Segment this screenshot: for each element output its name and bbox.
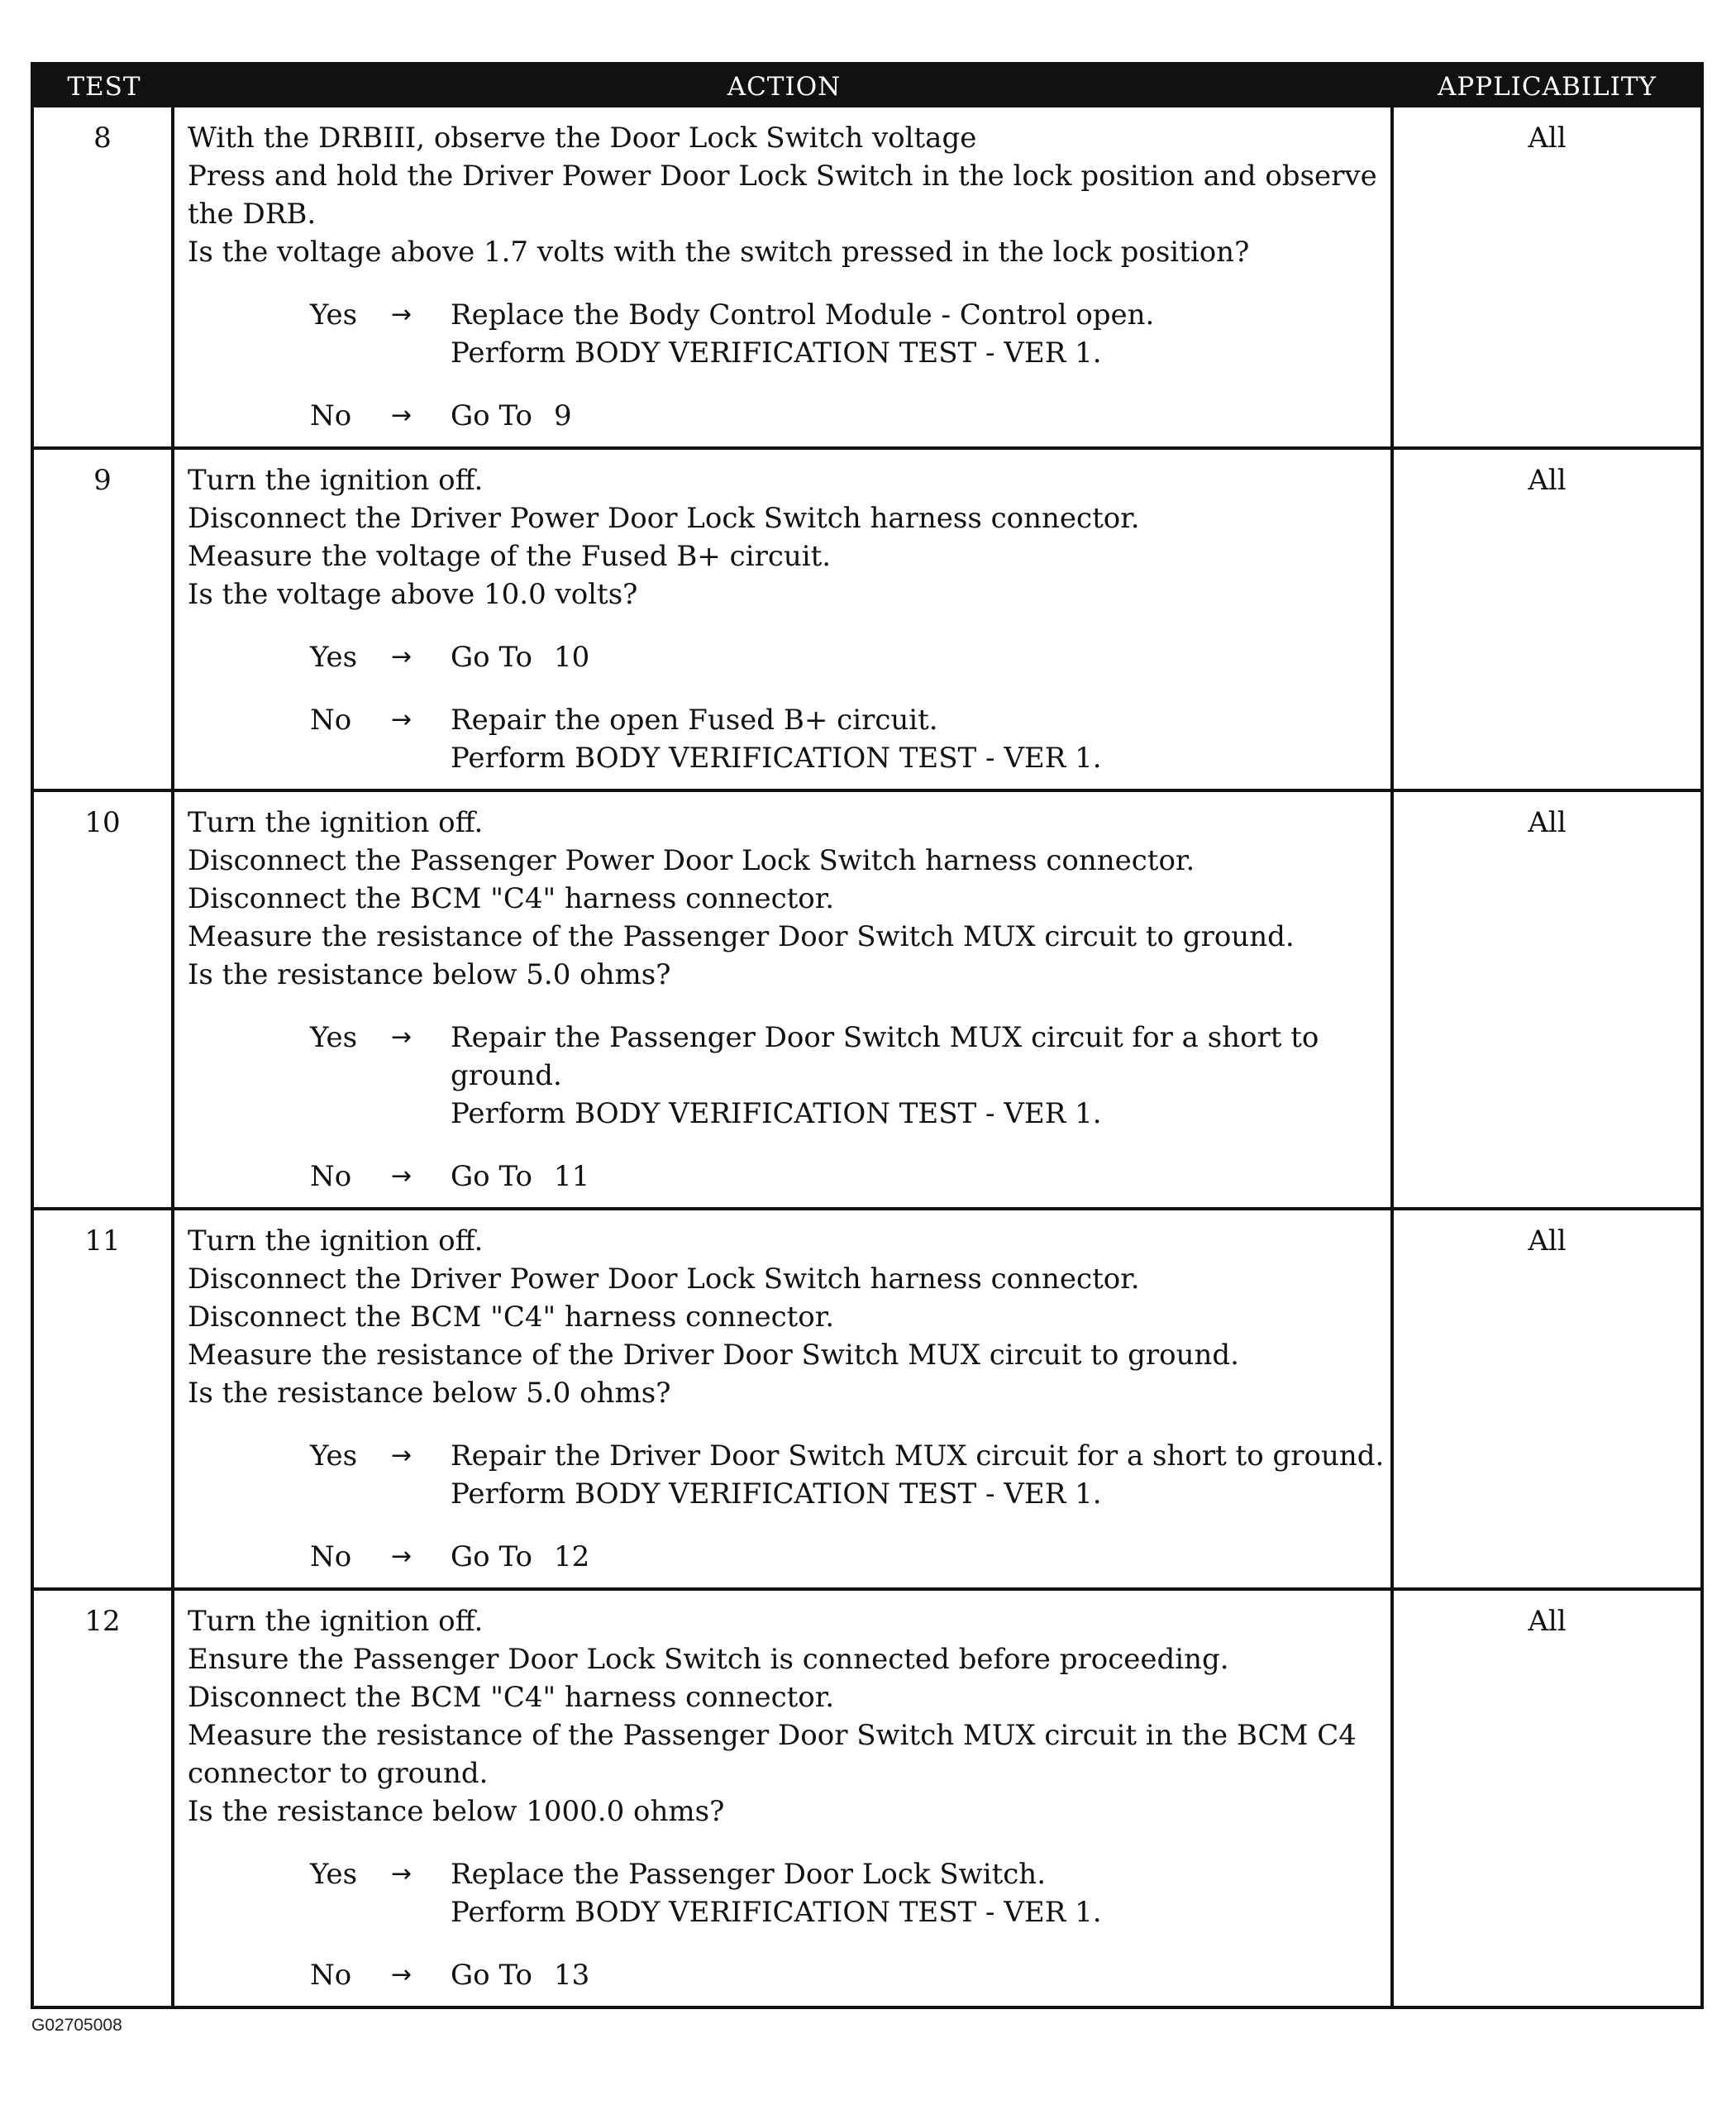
result-line: ground.: [451, 1059, 562, 1092]
result-line: Repair the Driver Door Switch MUX circuit for a short to ground.: [451, 1439, 1385, 1473]
action-line: Turn the ignition off.: [188, 1605, 484, 1638]
arrow-right-icon: →: [391, 1960, 413, 1989]
action-line: Disconnect the Driver Power Door Lock Switch harness connector.: [188, 1263, 1140, 1296]
arrow-right-icon: →: [391, 1441, 413, 1470]
outcome-result: [451, 1855, 1382, 1931]
arrow-right-icon: →: [391, 300, 413, 329]
action-cell: [174, 1591, 1394, 2006]
action-line: Is the voltage above 10.0 volts?: [188, 578, 638, 611]
result-line: Perform BODY VERIFICATION TEST - VER 1.: [451, 1097, 1102, 1130]
goto-label: Go To: [451, 1540, 532, 1573]
goto-label: Go To: [451, 1160, 532, 1193]
action-cell: [174, 107, 1394, 446]
goto-test-number: 12: [553, 1540, 590, 1573]
action-line: Measure the resistance of the Passenger Door Switch MUX circuit to ground.: [188, 920, 1295, 953]
figure-id: G02705008: [31, 2016, 122, 2035]
outcome-no: [188, 701, 1382, 777]
outcome-yes: [188, 296, 1382, 372]
result-line: Repair the open Fused B+ circuit.: [451, 704, 938, 737]
outcome-no: [188, 1158, 1382, 1196]
outcome-answer: No: [310, 704, 352, 737]
action-cell: [174, 792, 1394, 1207]
applicability-cell: All: [1528, 464, 1567, 497]
action-line: Disconnect the Driver Power Door Lock Switch harness connector.: [188, 502, 1140, 535]
table-body: [34, 107, 1700, 2006]
action-line: the DRB.: [188, 198, 317, 231]
outcome-yes: [188, 1855, 1382, 1931]
table-row: [34, 1207, 1700, 1587]
outcome-result: [451, 397, 1382, 435]
action-line: Measure the resistance of the Passenger Door Switch MUX circuit in the BCM C4: [188, 1719, 1357, 1752]
outcome-no: [188, 397, 1382, 435]
header-test: TEST: [67, 71, 141, 102]
result-line: Perform BODY VERIFICATION TEST - VER 1.: [451, 1896, 1102, 1929]
outcome-answer: No: [310, 1540, 352, 1573]
test-number: 9: [34, 450, 174, 789]
outcome-answer: Yes: [310, 298, 358, 332]
goto-test-number: 10: [553, 641, 590, 674]
arrow-right-icon: →: [391, 401, 413, 430]
action-line: Disconnect the Passenger Power Door Lock Switch harness connector.: [188, 844, 1195, 877]
action-line: Press and hold the Driver Power Door Lock Switch in the lock position and observe: [188, 160, 1377, 193]
outcome-result: [451, 1158, 1382, 1196]
action-line: Is the resistance below 5.0 ohms?: [188, 1377, 671, 1410]
arrow-right-icon: →: [391, 1023, 413, 1052]
outcome-result: [451, 701, 1382, 777]
action-line: Is the resistance below 5.0 ohms?: [188, 958, 671, 991]
result-line: Repair the Passenger Door Switch MUX circuit for a short to: [451, 1021, 1319, 1054]
action-line: Turn the ignition off.: [188, 1224, 484, 1258]
action-line: Measure the resistance of the Driver Door Switch MUX circuit to ground.: [188, 1339, 1239, 1372]
goto-line: [451, 1956, 1382, 1994]
outcome-answer: Yes: [310, 1439, 358, 1473]
action-line: Turn the ignition off.: [188, 806, 484, 839]
goto-test-number: 11: [553, 1160, 590, 1193]
result-line: Perform BODY VERIFICATION TEST - VER 1.: [451, 337, 1102, 370]
outcome-no: [188, 1538, 1382, 1576]
table-row: [34, 1587, 1700, 2006]
table-header: [34, 65, 1700, 107]
outcome-answer: No: [310, 1160, 352, 1193]
action-cell: [174, 450, 1394, 789]
outcome-result: [451, 1437, 1384, 1513]
outcome-answer: Yes: [310, 1858, 358, 1891]
applicability-cell: All: [1528, 1605, 1567, 1638]
table-row: [34, 789, 1700, 1207]
action-cell: [174, 1210, 1394, 1587]
result-line: Replace the Body Control Module - Control open.: [451, 298, 1155, 332]
goto-label: Go To: [451, 399, 532, 432]
outcome-result: [451, 1956, 1382, 1994]
test-number: 11: [34, 1210, 174, 1587]
goto-line: [451, 638, 1382, 676]
test-number: 12: [34, 1591, 174, 2006]
action-line: With the DRBIII, observe the Door Lock Switch voltage: [188, 122, 977, 155]
arrow-right-icon: →: [391, 705, 413, 734]
goto-test-number: 9: [553, 399, 572, 432]
diagnostic-test-table: [31, 62, 1704, 2009]
result-line: Perform BODY VERIFICATION TEST - VER 1.: [451, 1477, 1102, 1511]
outcome-result: [451, 638, 1382, 676]
outcome-result: [451, 296, 1382, 372]
result-line: Perform BODY VERIFICATION TEST - VER 1.: [451, 742, 1102, 775]
action-line: Disconnect the BCM "C4" harness connector.: [188, 1681, 835, 1714]
outcome-result: [451, 1538, 1382, 1576]
goto-label: Go To: [451, 1959, 532, 1992]
outcome-yes: [188, 1019, 1382, 1133]
applicability-cell: All: [1528, 1224, 1567, 1258]
outcome-yes: [188, 638, 1382, 676]
action-line: Is the resistance below 1000.0 ohms?: [188, 1795, 725, 1828]
action-line: Turn the ignition off.: [188, 464, 484, 497]
goto-line: [451, 397, 1382, 435]
table-row: [34, 446, 1700, 789]
applicability-cell: All: [1528, 806, 1567, 839]
arrow-right-icon: →: [391, 1859, 413, 1888]
action-line: Is the voltage above 1.7 volts with the switch pressed in the lock position?: [188, 236, 1250, 269]
outcome-no: [188, 1956, 1382, 1994]
goto-test-number: 13: [553, 1959, 590, 1992]
outcome-answer: No: [310, 399, 352, 432]
arrow-right-icon: →: [391, 1542, 413, 1571]
table-row: [34, 107, 1700, 446]
action-line: Measure the voltage of the Fused B+ circuit.: [188, 540, 832, 573]
outcome-yes: [188, 1437, 1385, 1513]
action-line: Disconnect the BCM "C4" harness connector.: [188, 1301, 835, 1334]
arrow-right-icon: →: [391, 1162, 413, 1191]
outcome-answer: No: [310, 1959, 352, 1992]
outcome-answer: Yes: [310, 1021, 358, 1054]
test-number: 8: [34, 107, 174, 446]
test-number: 10: [34, 792, 174, 1207]
goto-line: [451, 1538, 1382, 1576]
action-line: Disconnect the BCM "C4" harness connector.: [188, 882, 835, 915]
result-line: Replace the Passenger Door Lock Switch.: [451, 1858, 1047, 1891]
header-applicability: APPLICABILITY: [1437, 71, 1657, 102]
goto-label: Go To: [451, 641, 532, 674]
outcome-answer: Yes: [310, 641, 358, 674]
applicability-cell: All: [1528, 122, 1567, 155]
goto-line: [451, 1158, 1382, 1196]
outcome-result: [451, 1019, 1382, 1133]
arrow-right-icon: →: [391, 642, 413, 671]
action-line: connector to ground.: [188, 1757, 489, 1790]
action-line: Ensure the Passenger Door Lock Switch is connected before proceeding.: [188, 1643, 1229, 1676]
header-action: ACTION: [727, 71, 842, 102]
